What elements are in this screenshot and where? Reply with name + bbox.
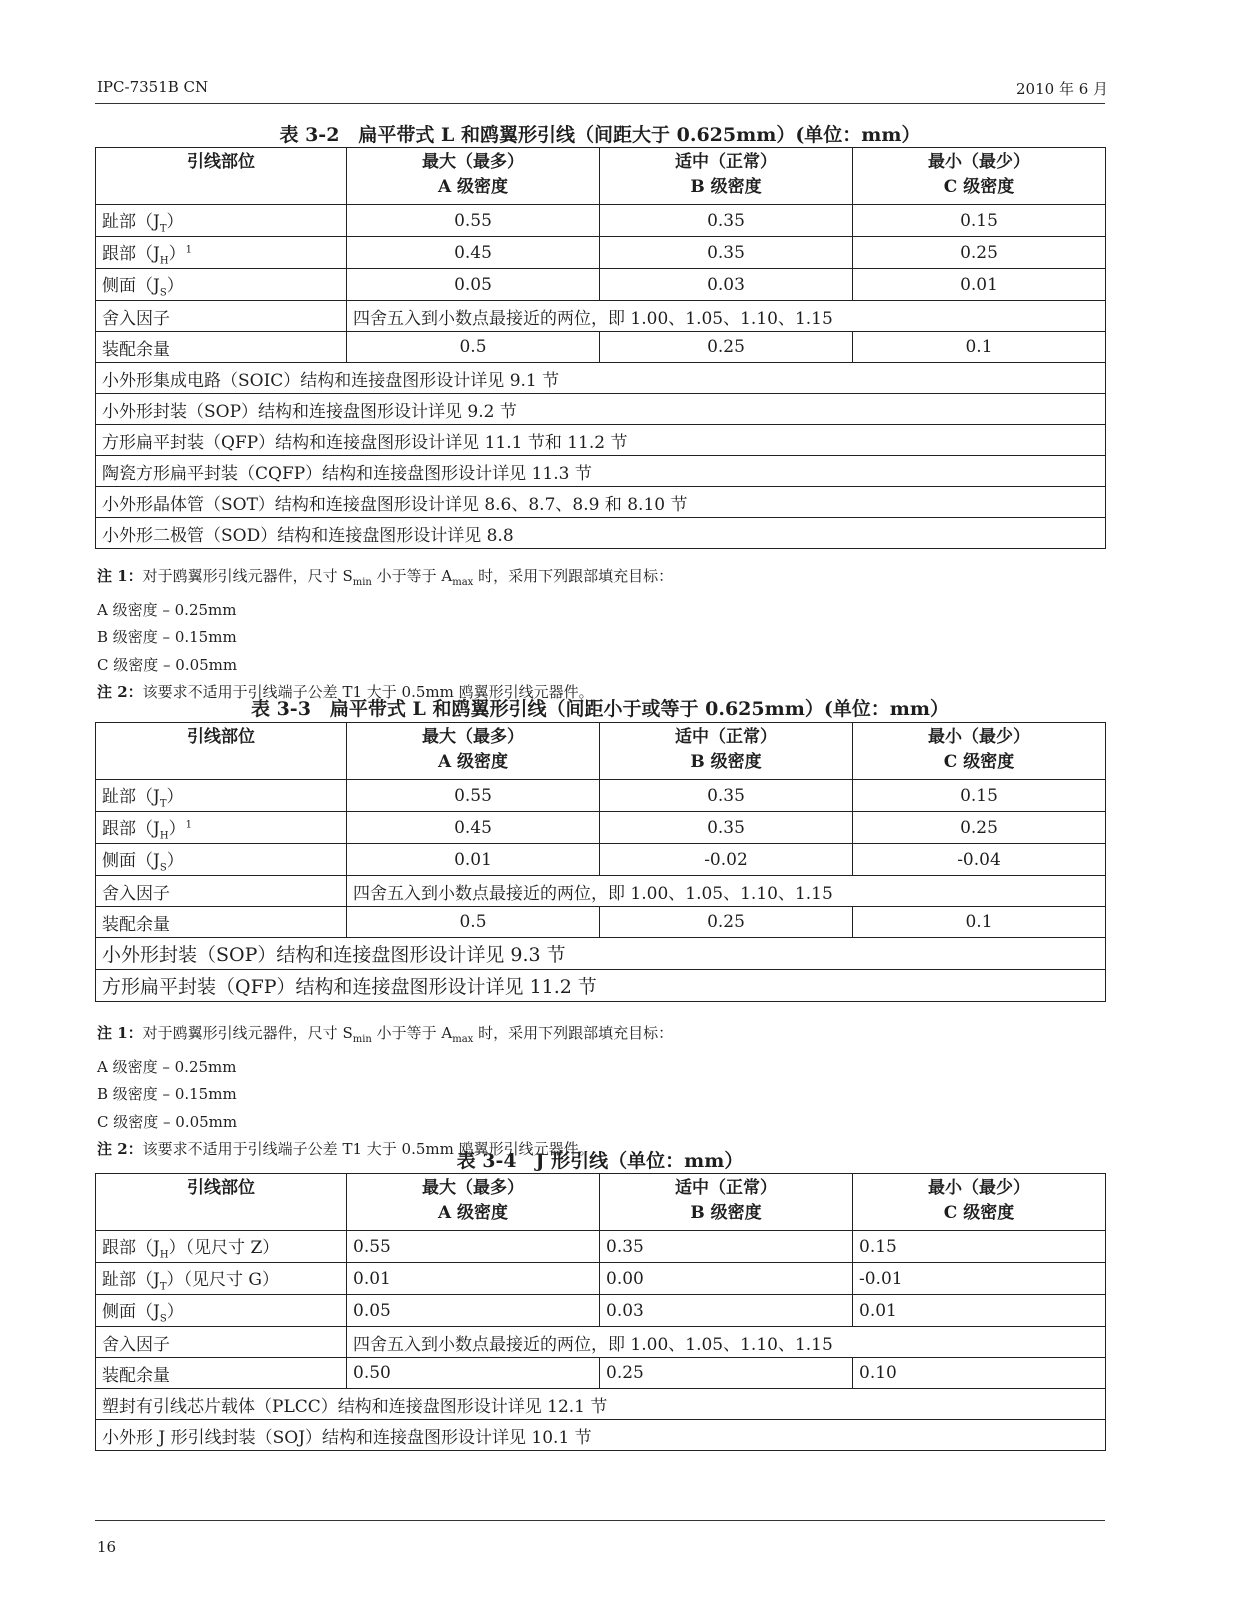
cell-b: 0.25 [600, 907, 853, 938]
cell-c: 0.25 [853, 812, 1106, 844]
header-level-c: 最小（最少） C 级密度 [853, 148, 1106, 205]
row-label: 侧面$(J_S)$ [96, 1295, 347, 1327]
cell-c: 0.15 [853, 1231, 1106, 1263]
row-label: 侧面$(J_S)$ [96, 844, 347, 876]
cell-c: 0.01 [853, 269, 1106, 301]
cell-b: 0.35 [600, 812, 853, 844]
cell-b: 0.35 [600, 205, 853, 237]
cell-a: 0.5 [347, 907, 600, 938]
cell-b: 0.03 [600, 269, 853, 301]
cell-a: 0.55 [347, 1231, 600, 1263]
cell-b: 0.00 [600, 1263, 853, 1295]
reference-text: 小外形晶体管（SOT）结构和连接盘图形设计详见 8.6、8.7、8.9 和 8.10 节 [96, 487, 1106, 518]
table-3-2-caption: 表 3-2 扁平带式 L 和鸥翼形引线（间距大于 0.625mm）(单位：mm） [279, 124, 921, 146]
cell-a: 0.55 [347, 780, 600, 812]
reference-text: 小外形封装（SOP）结构和连接盘图形设计详见 9.3 节 [96, 938, 1106, 970]
reference-row [96, 970, 1106, 1002]
row-label: 侧面$(J_S)$ [96, 269, 347, 301]
cell-c: 0.25 [853, 237, 1106, 269]
reference-row [96, 487, 1106, 518]
table-row-side [96, 844, 1106, 876]
cell-a: 0.50 [347, 1358, 600, 1389]
note-level-c: C 级密度 – 0.05mm [97, 655, 238, 674]
header-lead-part: 引线部位 [96, 1174, 347, 1231]
row-label: 跟部$(J_H)^1$ [96, 237, 347, 269]
reference-text: 小外形二极管（SOD）结构和连接盘图形设计详见 8.8 [96, 518, 1106, 549]
note-level-b: B 级密度 – 0.15mm [97, 1085, 237, 1103]
cell-b: -0.02 [600, 844, 853, 876]
page-number: 16 [97, 1538, 117, 1556]
reference-row [96, 394, 1106, 425]
row-label: 趾部$(J_T)$ [96, 780, 347, 812]
cell-a: 0.01 [347, 1263, 600, 1295]
header-level-a: 最大（最多） A 级密度 [347, 148, 600, 205]
note-level-a: A 级密度 – 0.25mm [97, 600, 237, 619]
table-row-toe [96, 1263, 1106, 1295]
cell-a: 0.45 [347, 237, 600, 269]
table-row-fit [96, 1358, 1106, 1389]
note-2: 注 2：该要求不适用于引线端子公差 T1 大于 0.5mm 鸥翼形引线元器件。 [97, 1140, 594, 1158]
reference-row [96, 518, 1106, 549]
footer-rule [95, 1520, 1105, 1521]
cell-a: 0.45 [347, 812, 600, 844]
cell-c: 0.10 [853, 1358, 1106, 1389]
table-row-side [96, 1295, 1106, 1327]
table-row-fit [96, 907, 1106, 938]
round-factor-text: 四舍五入到小数点最接近的两位，即 1.00、1.05、1.10、1.15 [347, 1327, 1106, 1358]
header-rule [95, 103, 1105, 104]
row-label: 舍入因子 [96, 301, 347, 332]
row-label: 趾部$(J_T)$（见尺寸 G） [96, 1263, 347, 1295]
cell-c: 0.1 [853, 907, 1106, 938]
header-level-c: 最小（最少） C 级密度 [853, 1174, 1106, 1231]
table-3-2 [95, 147, 1106, 549]
cell-b: 0.35 [600, 780, 853, 812]
header-level-b: 适中（正常） B 级密度 [600, 148, 853, 205]
reference-text: 陶瓷方形扁平封装（CQFP）结构和连接盘图形设计详见 11.3 节 [96, 456, 1106, 487]
cell-a: 0.05 [347, 1295, 600, 1327]
row-label: 跟部$(J_H)^1$ [96, 812, 347, 844]
cell-c: -0.04 [853, 844, 1106, 876]
table-row-round [96, 876, 1106, 907]
reference-text: 塑封有引线芯片载体（PLCC）结构和连接盘图形设计详见 12.1 节 [96, 1389, 1106, 1420]
reference-row [96, 456, 1106, 487]
cell-a: 0.01 [347, 844, 600, 876]
row-label: 装配余量 [96, 332, 347, 363]
cell-c: 0.15 [853, 205, 1106, 237]
doc-date: 2010 年 6 月 [1016, 80, 1109, 98]
header-lead-part: 引线部位 [96, 148, 347, 205]
header-level-a: 最大（最多） A 级密度 [347, 1174, 600, 1231]
table-row-heel [96, 237, 1106, 269]
cell-c: 0.15 [853, 780, 1106, 812]
reference-row [96, 1420, 1106, 1451]
table-row-toe [96, 780, 1106, 812]
cell-c: 0.1 [853, 332, 1106, 363]
note-1: 注 1：对于鸥翼形引线元器件，尺寸 $S_{min}$ 小于等于 $A_{max}$ 时，采用下列跟部填充目标： [97, 1024, 674, 1045]
row-label: 舍入因子 [96, 1327, 347, 1358]
table-row-round [96, 301, 1106, 332]
row-label: 跟部$(J_H)$（见尺寸 Z） [96, 1231, 347, 1263]
cell-b: 0.25 [600, 1358, 853, 1389]
cell-a: 0.55 [347, 205, 600, 237]
note-2: 注 2：该要求不适用于引线端子公差 T1 大于 0.5mm 鸥翼形引线元器件。 [97, 683, 594, 701]
cell-a: 0.05 [347, 269, 600, 301]
table-3-4 [95, 1173, 1106, 1451]
table-3-3-caption: 表 3-3 扁平带式 L 和鸥翼形引线（间距小于或等于 0.625mm）(单位：mm） [250, 698, 950, 720]
cell-b: 0.25 [600, 332, 853, 363]
row-label: 装配余量 [96, 1358, 347, 1389]
reference-row [96, 425, 1106, 456]
header-level-c: 最小（最少） C 级密度 [853, 723, 1106, 780]
table-header-row [96, 723, 1106, 780]
reference-text: 小外形 J 形引线封装（SOJ）结构和连接盘图形设计详见 10.1 节 [96, 1420, 1106, 1451]
cell-a: 0.5 [347, 332, 600, 363]
table-header-row [96, 1174, 1106, 1231]
table-row-side [96, 269, 1106, 301]
note-level-a: A 级密度 – 0.25mm [97, 1057, 237, 1076]
cell-b: 0.35 [600, 237, 853, 269]
header-level-a: 最大（最多） A 级密度 [347, 723, 600, 780]
note-1: 注 1：对于鸥翼形引线元器件，尺寸 $S_{min}$ 小于等于 $A_{max}$ 时，采用下列跟部填充目标： [97, 567, 674, 588]
reference-row [96, 938, 1106, 970]
table-3-3 [95, 722, 1106, 1002]
round-factor-text: 四舍五入到小数点最接近的两位，即 1.00、1.05、1.10、1.15 [347, 876, 1106, 907]
doc-id: IPC-7351B CN [97, 78, 209, 96]
row-label: 舍入因子 [96, 876, 347, 907]
reference-row [96, 363, 1106, 394]
cell-b: 0.35 [600, 1231, 853, 1263]
table-row-heel [96, 1231, 1106, 1263]
header-level-b: 适中（正常） B 级密度 [600, 723, 853, 780]
reference-text: 方形扁平封装（QFP）结构和连接盘图形设计详见 11.2 节 [96, 970, 1106, 1002]
table-row-round [96, 1327, 1106, 1358]
table-3-3-notes [97, 1020, 673, 1164]
row-label: 装配余量 [96, 907, 347, 938]
table-row-toe [96, 205, 1106, 237]
header-lead-part: 引线部位 [96, 723, 347, 780]
table-header-row [96, 148, 1106, 205]
reference-row [96, 1389, 1106, 1420]
round-factor-text: 四舍五入到小数点最接近的两位，即 1.00、1.05、1.10、1.15 [347, 301, 1106, 332]
table-3-4-caption: 表 3-4 J 形引线（单位：mm） [456, 1150, 744, 1172]
table-3-2-notes [97, 563, 673, 707]
note-level-c: C 级密度 – 0.05mm [97, 1112, 238, 1131]
row-label: 趾部$(J_T)$ [96, 205, 347, 237]
cell-b: 0.03 [600, 1295, 853, 1327]
table-row-heel [96, 812, 1106, 844]
reference-text: 小外形集成电路（SOIC）结构和连接盘图形设计详见 9.1 节 [96, 363, 1106, 394]
header-level-b: 适中（正常） B 级密度 [600, 1174, 853, 1231]
table-row-fit [96, 332, 1106, 363]
reference-text: 方形扁平封装（QFP）结构和连接盘图形设计详见 11.1 节和 11.2 节 [96, 425, 1106, 456]
reference-text: 小外形封装（SOP）结构和连接盘图形设计详见 9.2 节 [96, 394, 1106, 425]
cell-c: 0.01 [853, 1295, 1106, 1327]
note-level-b: B 级密度 – 0.15mm [97, 628, 237, 646]
cell-c: -0.01 [853, 1263, 1106, 1295]
